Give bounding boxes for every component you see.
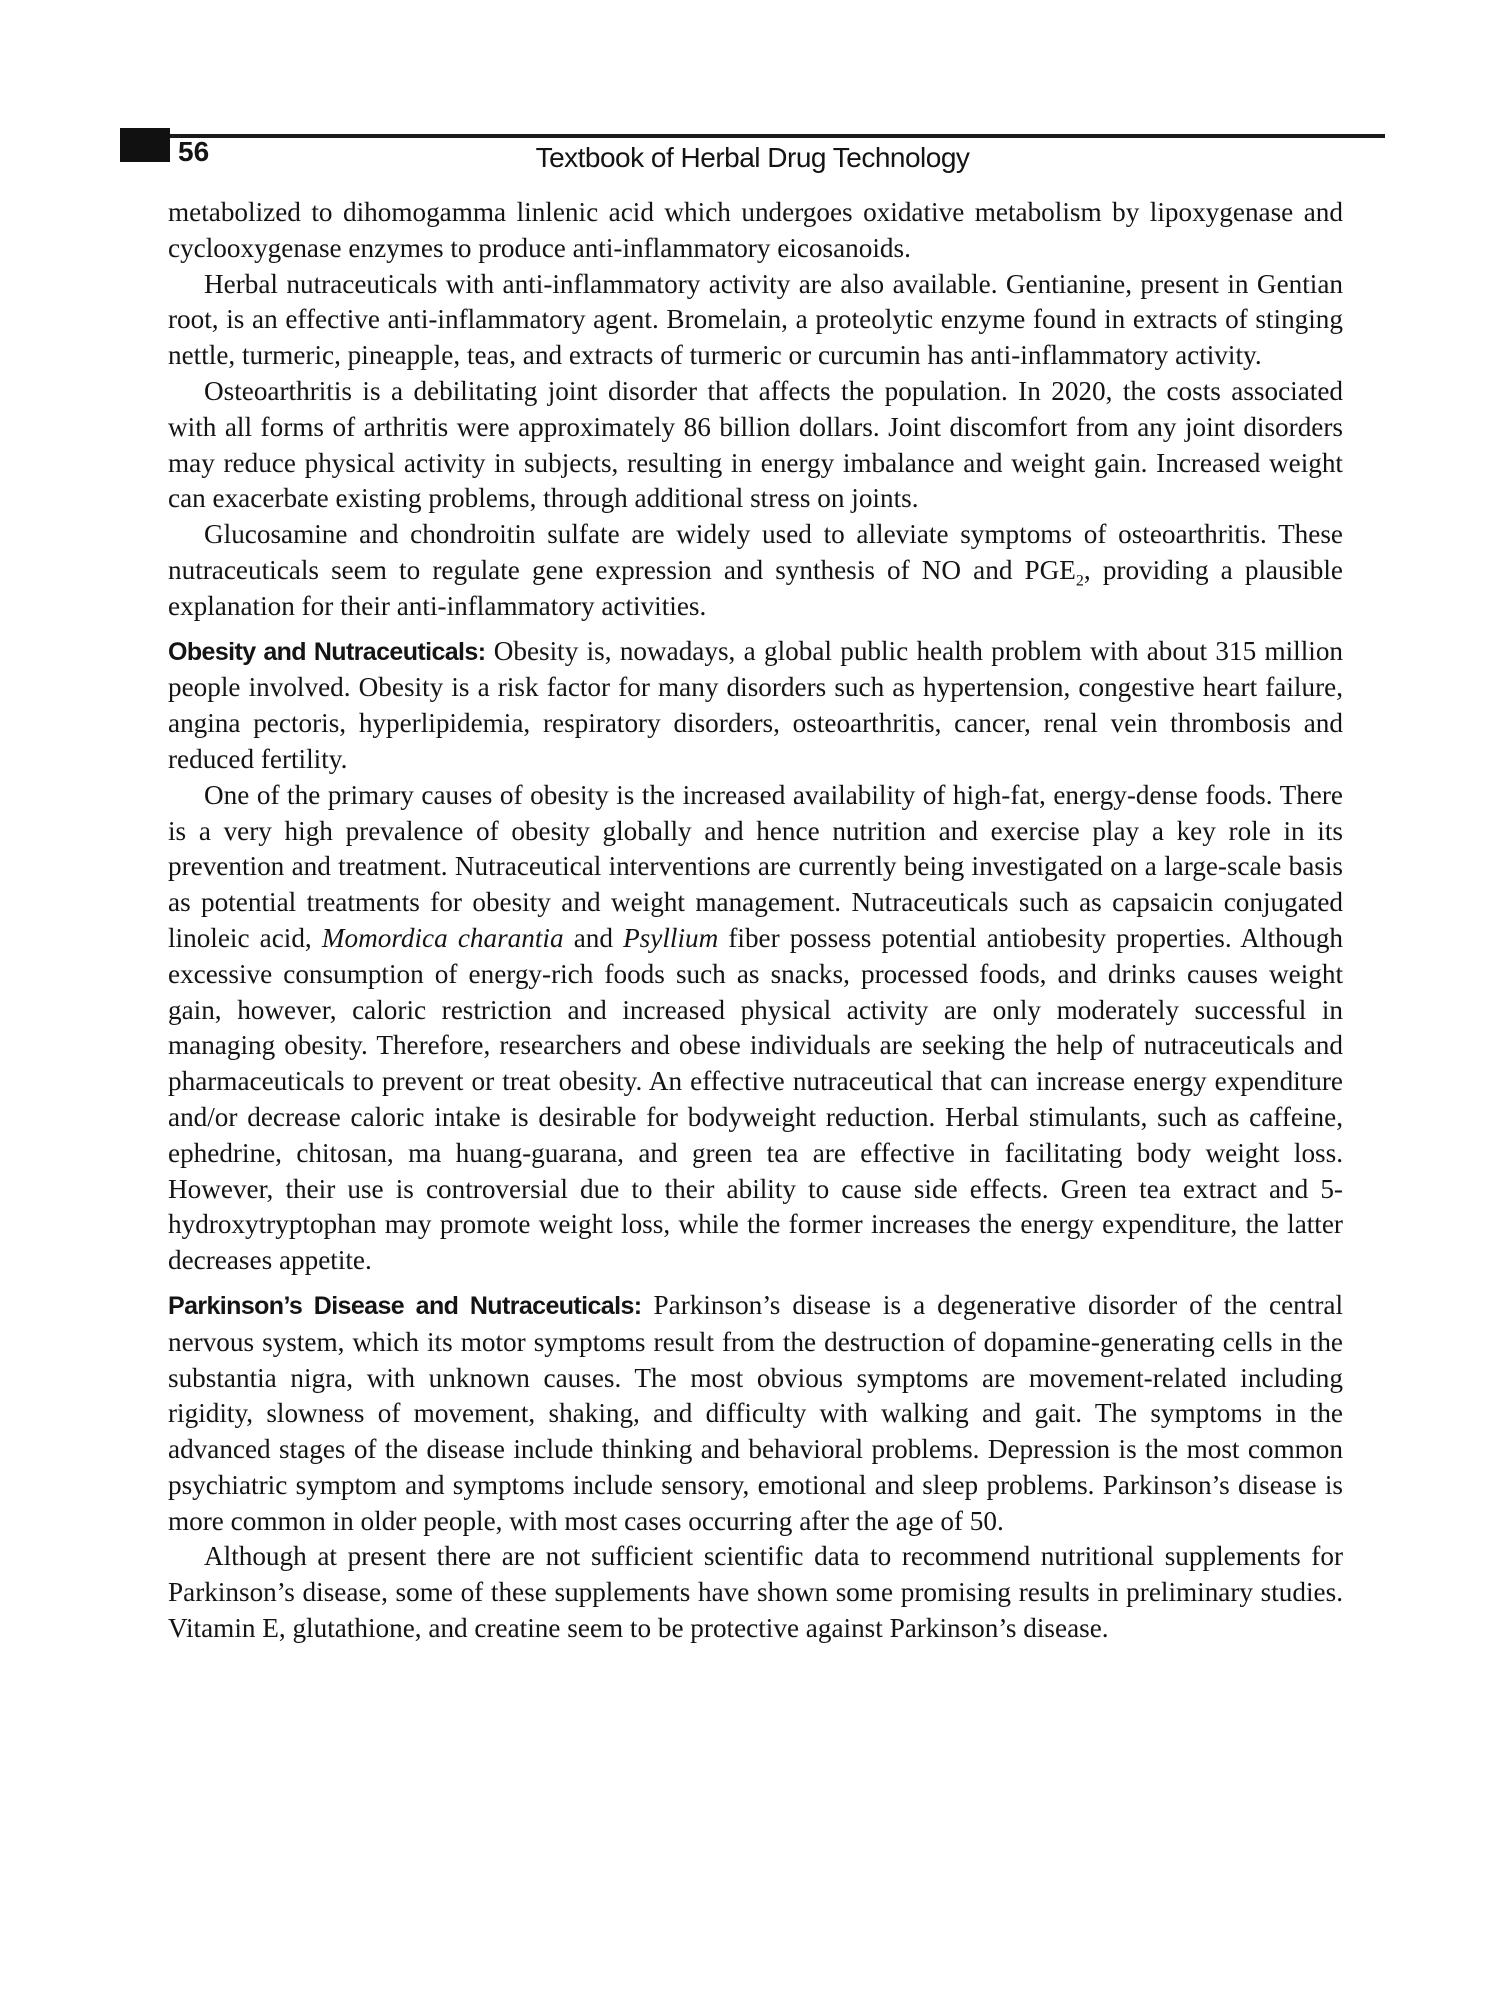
obesity-paragraph-text: Obesity is, nowadays, a global public health problem with about 315 million people involved. Obesity is a risk factor for many disorders such as hypertension, congestive heart failure, angina pectoris, hyperlipidemia, respiratory disorders, osteoarthritis, cancer, renal vein thrombosis and reduced fertility.: [168, 635, 1344, 774]
parkinson-paragraph-text: Parkinson’s disease is a degenerative disorder of the central nervous system, which its motor symptoms result from the destruction of dopamine-generating cells in the substantia nigra, with unknown causes. The most obvious symptoms are movement-related including rigidity, slowness of movement, shaking, and difficulty with walking and gait. The symptoms in the advanced stages of the disease include thinking and behavioral problems. Depression is the most common psychiatric symptom and symptoms include sensory, emotional and sleep problems. Parkinson’s disease is more common in older people, with most cases occurring after the age of 50.: [168, 1289, 1343, 1536]
obesity-section-paragraph: [168, 634, 1343, 778]
body-text: [168, 195, 1343, 1647]
paragraph-4-text-b: , providing a plausible explanation for their anti-inflammatory activities.: [168, 554, 1344, 621]
paragraph-4-subscript: 2: [1075, 572, 1084, 590]
parkinson-heading: Parkinson’s Disease and Nutraceuticals:: [168, 1291, 642, 1320]
species-momordica: Momordica charantia: [321, 922, 564, 953]
paragraph-2: Herbal nutraceuticals with anti-inflammatory activity are also available. Gentianine, present in Gentian root, is an effective anti-inflammatory agent. Bromelain, a proteolytic enzyme found in extracts of stinging nettle, turmeric, pineapple, teas, and extracts of turmeric or curcumin has anti-inflammatory activity.: [168, 268, 1343, 371]
paragraph-6-text-a: One of the primary causes of obesity is the increased availability of high-fat, energy-dense foods. There is a very high prevalence of obesity globally and hence nutrition and exercise play a key role in its prevention and treatment. Nutraceutical interventions are currently being investigated on a large-scale basis as potential treatments for obesity and weight management. Nutraceuticals such as capsaicin conjugated linoleic acid,: [168, 779, 1343, 953]
parkinson-section-paragraph: [168, 1288, 1343, 1540]
running-title: Textbook of Herbal Drug Technology: [535, 142, 970, 173]
paragraph-3: Osteoarthritis is a debilitating joint disorder that affects the population. In 2020, the costs associated with all forms of arthritis were approximately 86 billion dollars. Joint discomfort from any joint disorders may reduce physical activity in subjects, resulting in energy imbalance and weight gain. Increased weight can exacerbate existing problems, through additional stress on joints.: [168, 375, 1343, 514]
page-header: [120, 128, 1385, 178]
paragraph-1: metabolized to dihomogamma linlenic acid which undergoes oxidative metabolism by lipoxygenase and cyclooxygenase enzymes to produce anti-inflammatory eicosanoids.: [168, 197, 1343, 263]
obesity-heading: Obesity and Nutraceuticals:: [168, 637, 486, 666]
paragraph-8: Although at present there are not sufficient scientific data to recommend nutritional supplements for Parkinson’s disease, some of these supplements have shown some promising results in preliminary studies. Vitamin E, glutathione, and creatine seem to be protective against Parkinson’s disease.: [168, 1541, 1343, 1644]
paragraph-6-text-b: fiber possess potential antiobesity properties. Although excessive consumption of energy-rich foods such as snacks, processed foods, and drinks causes weight gain, however, caloric restriction and increased physical activity are only moderately successful in managing obesity. Therefore, researchers and obese individuals are seeking the help of nutraceuticals and pharmaceuticals to prevent or treat obesity. An effective nutraceutical that can increase energy expenditure and/or decrease caloric intake is desirable for bodyweight reduction. Herbal stimulants, such as caffeine, ephedrine, chitosan, ma huang-guarana, and green tea are effective in facilitating body weight loss. However, their use is controversial due to their ability to cause side effects. Green tea extract and 5-hydroxytryptophan may promote weight loss, while the former increases the energy expenditure, the latter decreases appetite.: [168, 922, 1344, 1276]
paragraph-4: [168, 517, 1343, 624]
paragraph-6-and: and: [573, 922, 613, 953]
paragraph-4-text-a: Glucosamine and chondroitin sulfate are widely used to alleviate symptoms of osteoarthritis. These nutraceuticals seem to regulate gene expression and synthesis of NO and PGE: [168, 519, 1343, 585]
paragraph-6: [168, 778, 1343, 1279]
page-number: 56: [178, 136, 210, 167]
species-psyllium: Psyllium: [623, 922, 719, 953]
